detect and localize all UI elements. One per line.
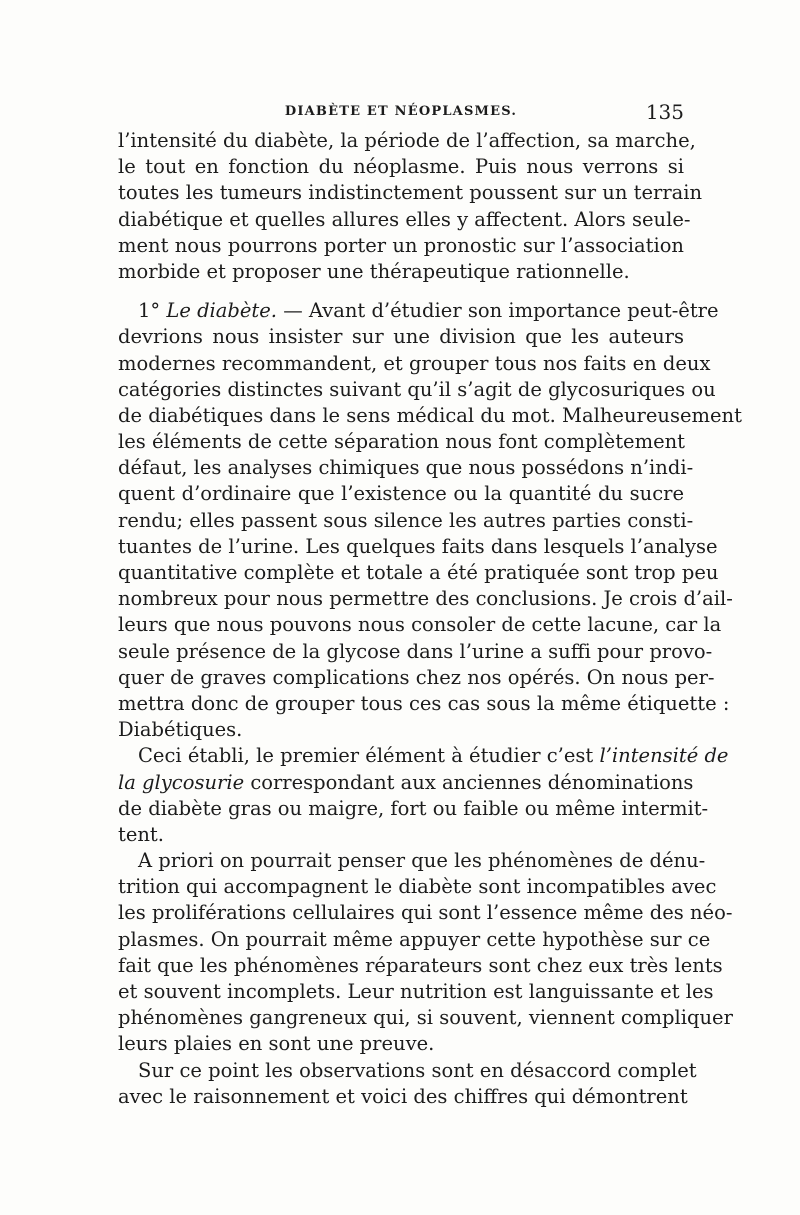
text-line: nombreux pour nous permettre des conclusions. Je crois d’ail- bbox=[118, 587, 733, 611]
text-line: quantitative complète et totale a été pratiquée sont trop peu bbox=[118, 561, 719, 584]
text-line: modernes recommandent, et grouper tous nos faits en deux bbox=[118, 351, 711, 375]
text-line: tent. bbox=[118, 822, 164, 846]
text-line: devrions nous insister sur une division que les auteurs bbox=[118, 325, 684, 349]
text-line: rendu; elles passent sous silence les autres parties consti- bbox=[118, 508, 694, 532]
text-line: défaut, les analyses chimiques que nous possédons n’indi- bbox=[118, 456, 694, 480]
text-line: leurs que nous pouvons nous consoler de cette lacune, car la bbox=[118, 613, 722, 637]
text-run: Ceci établi, le premier élément à étudier c’est bbox=[138, 744, 600, 768]
text-line: toutes les tumeurs indistinctement poussent sur un terrain bbox=[118, 181, 703, 205]
text-line: quent d’ordinaire que l’existence ou la quantité du sucre bbox=[118, 482, 684, 506]
text-line: trition qui accompagnent le diabète sont incompatibles avec bbox=[118, 875, 717, 899]
italic-term: la glycosurie bbox=[118, 770, 245, 794]
text-line: avec le raisonnement et voici des chiffres qui démontrent bbox=[118, 1084, 688, 1108]
text-line: diabétique et quelles allures elles y affectent. Alors seule- bbox=[118, 207, 691, 231]
text-run: correspondant aux anciennes dénominations bbox=[244, 770, 694, 794]
text-line: l’intensité du diabète, la période de l’affection, sa marche, bbox=[118, 129, 696, 152]
text-line: mettra donc de grouper tous ces cas sous la même étiquette : bbox=[118, 691, 730, 715]
text-line: seule présence de la glycose dans l’urine a suffi pour provo- bbox=[118, 639, 713, 663]
text-line: plasmes. On pourrait même appuyer cette hypothèse sur ce bbox=[118, 927, 711, 951]
text-line: Sur ce point les observations sont en désaccord complet bbox=[138, 1058, 697, 1082]
text-line: les proliférations cellulaires qui sont l’essence même des néo- bbox=[118, 901, 733, 925]
text-line: ment nous pourrons porter un pronostic sur l’association bbox=[118, 233, 684, 257]
section-number: 1° bbox=[138, 299, 161, 323]
text-line: leurs plaies en sont une preuve. bbox=[118, 1032, 435, 1056]
text-line: phénomènes gangreneux qui, si souvent, viennent compliquer bbox=[118, 1006, 733, 1030]
text-line: catégories distinctes suivant qu’il s’agit de glycosuriques ou bbox=[118, 377, 716, 401]
section-lead-line bbox=[118, 298, 719, 324]
text-line: morbide et proposer une thérapeutique rationnelle. bbox=[118, 259, 630, 283]
text-line: quer de graves complications chez nos opérés. On nous per- bbox=[118, 665, 715, 689]
text-line bbox=[118, 770, 694, 796]
body-text bbox=[118, 128, 742, 1110]
text-line: les éléments de cette séparation nous font complètement bbox=[118, 430, 686, 454]
paragraph-gap bbox=[118, 285, 684, 298]
text-line: tuantes de l’urine. Les quelques faits dans lesquels l’analyse bbox=[118, 534, 718, 558]
text-line: de diabétiques dans le sens médical du mot. Malheureusement bbox=[118, 403, 742, 427]
italic-term: l’intensité de bbox=[599, 744, 729, 768]
section-lead-text: — Avant d’étudier son importance peut-être bbox=[277, 299, 719, 323]
text-line: Diabétiques. bbox=[118, 718, 243, 742]
text-line: A priori on pourrait penser que les phénomènes de dénu- bbox=[138, 849, 706, 873]
text-line: fait que les phénomènes réparateurs sont chez eux très lents bbox=[118, 953, 723, 977]
running-head bbox=[118, 100, 684, 128]
section-heading: Le diabète. bbox=[166, 299, 278, 323]
page-number: 135 bbox=[645, 100, 684, 124]
text-line: de diabète gras ou maigre, fort ou faible ou même intermit- bbox=[118, 796, 709, 820]
running-title: DIABÈTE ET NÉOPLASMES. bbox=[284, 104, 518, 119]
text-line: le tout en fonction du néoplasme. Puis nous verrons si bbox=[118, 155, 684, 179]
text-line bbox=[118, 743, 729, 769]
text-line: et souvent incomplets. Leur nutrition est languissante et les bbox=[118, 980, 714, 1003]
